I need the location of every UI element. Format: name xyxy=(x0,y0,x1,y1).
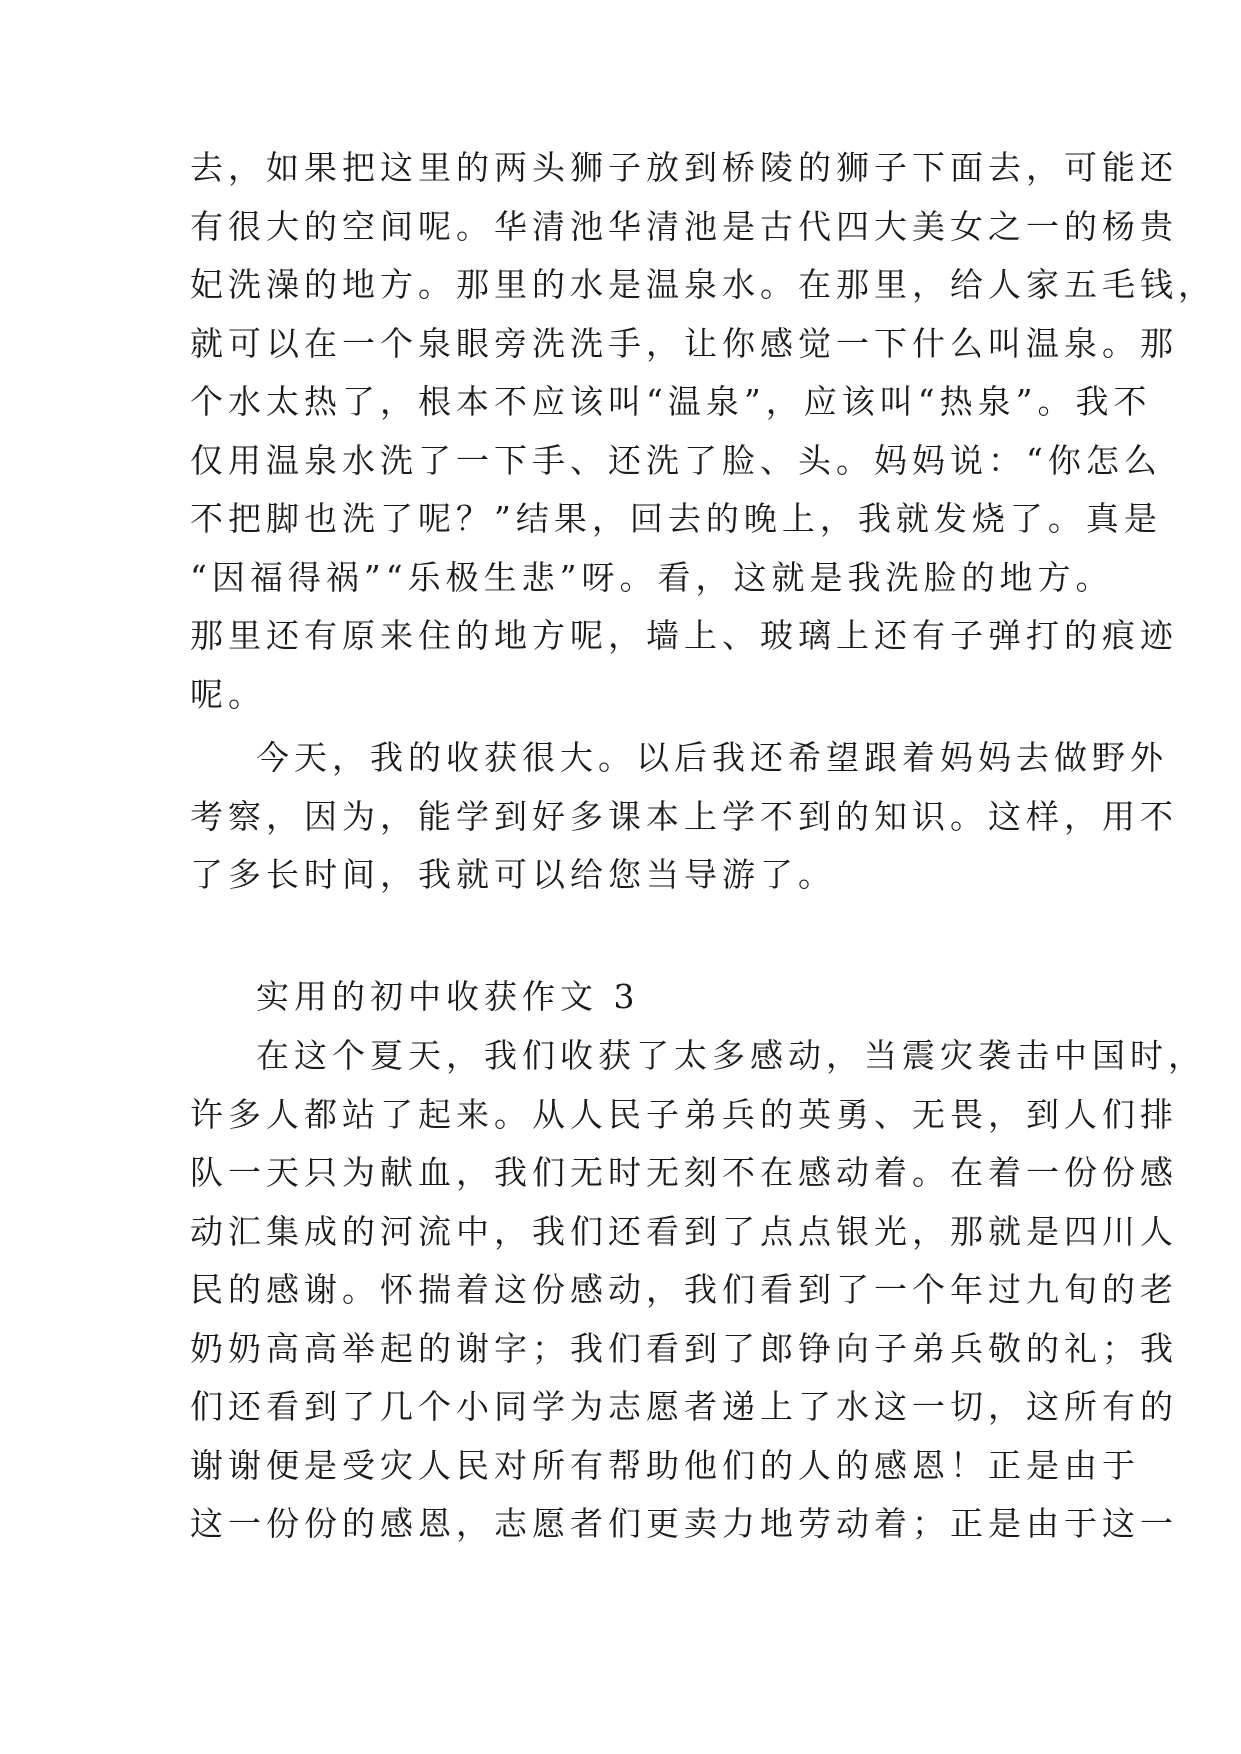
paragraph-conclusion xyxy=(190,729,1178,905)
text-line: 许多人都站了起来。从人民子弟兵的英勇、无畏，到人们排 xyxy=(190,1094,1178,1134)
paragraph-essay-3 xyxy=(190,1027,1206,1554)
text-line: 在这个夏天，我们收获了太多感动，当震灾袭击中国时， xyxy=(256,1036,1206,1075)
text-line: 个水太热了，根本不应该叫“温泉”，应该叫“热泉”。我不 xyxy=(190,382,1152,421)
text-line: 这一份份的感恩，志愿者们更卖力地劳动着；正是由于这一 xyxy=(190,1504,1178,1543)
text-line: 考察，因为，能学到好多课本上学不到的知识。这样，用不 xyxy=(190,796,1178,836)
text-line: 有很大的空间呢。华清池华清池是古代四大美女之一的杨贵 xyxy=(190,206,1178,246)
text-line: “因福得祸”“乐极生悲”呀。看，这就是我洗脸的地方。 xyxy=(190,557,1114,597)
text-line: 今天，我的收获很大。以后我还希望跟着妈妈去做野外 xyxy=(256,738,1168,777)
paragraph-continuation xyxy=(190,139,1216,724)
text-line: 去，如果把这里的两头狮子放到桥陵的狮子下面去，可能还 xyxy=(190,148,1178,187)
text-line: 们还看到了几个小同学为志愿者递上了水这一切，这所有的 xyxy=(190,1387,1178,1426)
text-line: 队一天只为献血，我们无时无刻不在感动着。在着一份份感 xyxy=(190,1153,1178,1192)
text-line: 不把脚也洗了呢？”结果，回去的晚上，我就发烧了。真是 xyxy=(190,499,1162,538)
essay-heading xyxy=(190,968,1050,1027)
text-line: 就可以在一个泉眼旁洗洗手，让你感觉一下什么叫温泉。那 xyxy=(190,323,1178,363)
text-line: 呢。 xyxy=(190,674,266,714)
text-line: 动汇集成的河流中，我们还看到了点点银光，那就是四川人 xyxy=(190,1211,1178,1251)
text-line: 那里还有原来住的地方呢，墙上、玻璃上还有子弹打的痕迹 xyxy=(190,616,1178,655)
text-line: 仅用温泉水洗了一下手、还洗了脸、头。妈妈说：“你怎么 xyxy=(190,440,1162,480)
text-line: 妃洗澡的地方。那里的水是温泉水。在那里，给人家五毛钱， xyxy=(190,265,1216,304)
text-line: 谢谢便是受灾人民对所有帮助他们的人的感恩！正是由于 xyxy=(190,1445,1140,1485)
text-line: 民的感谢。怀揣着这份感动，我们看到了一个年过九旬的老 xyxy=(190,1270,1178,1309)
text-line: 了多长时间，我就可以给您当导游了。 xyxy=(190,855,836,894)
section-title: 实用的初中收获作文 3 xyxy=(256,977,640,1016)
text-line: 奶奶高高举起的谢字；我们看到了郎铮向子弟兵敬的礼；我 xyxy=(190,1328,1178,1368)
